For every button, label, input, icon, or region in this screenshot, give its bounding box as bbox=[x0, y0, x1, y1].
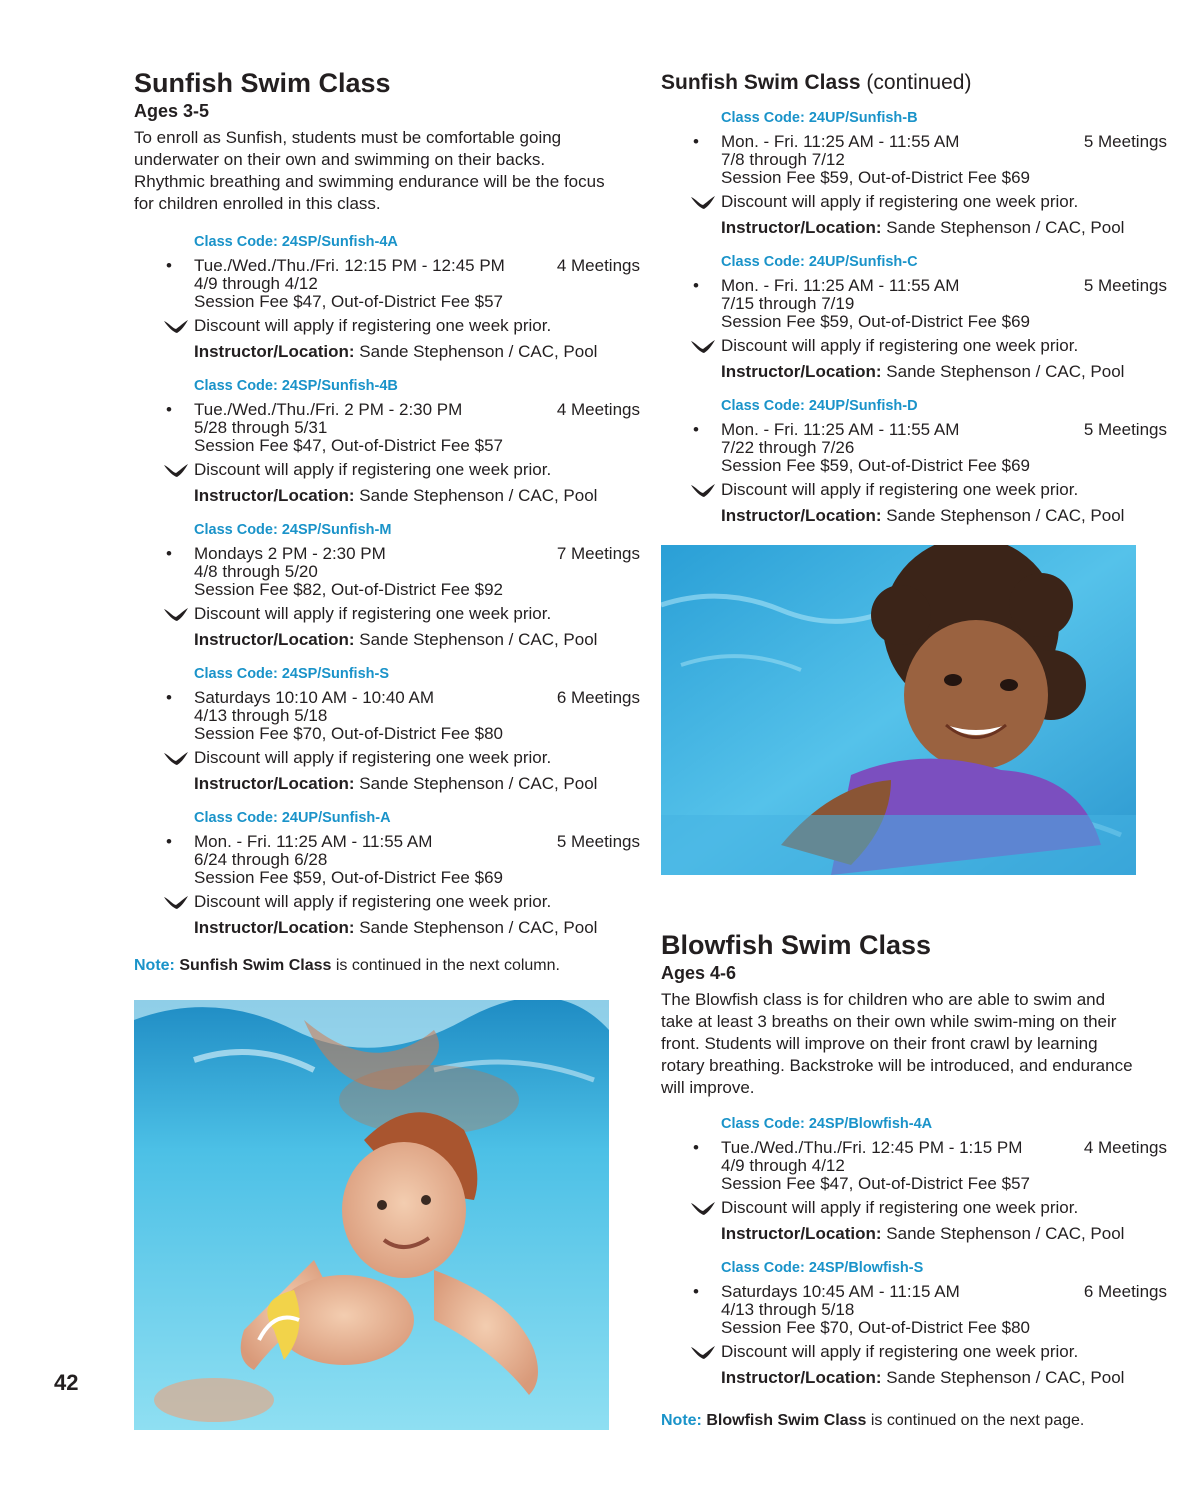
schedule: Mon. - Fri. 11:25 AM - 11:55 AM bbox=[721, 420, 960, 439]
sunfish-continued-title bbox=[661, 70, 1137, 96]
page-number: 42 bbox=[54, 1370, 79, 1395]
instructor: Sande Stephenson / CAC, Pool bbox=[359, 918, 598, 937]
fee: Session Fee $70, Out-of-District Fee $80 bbox=[194, 724, 503, 743]
discount: Discount will apply if registering one week prior. bbox=[721, 1342, 1079, 1361]
bullet-icon: • bbox=[693, 420, 699, 439]
pool-child-photo bbox=[661, 545, 1136, 875]
continued-class-name: Sunfish Swim Class bbox=[661, 71, 861, 94]
schedule-line bbox=[166, 832, 640, 851]
instructor: Sande Stephenson / CAC, Pool bbox=[359, 774, 598, 793]
schedule-line bbox=[166, 400, 640, 419]
continued-word: (continued) bbox=[866, 71, 972, 94]
instructor-label: Instructor/Location: bbox=[721, 506, 882, 525]
bullet-icon: • bbox=[166, 688, 172, 707]
discount-line bbox=[194, 461, 640, 479]
discount-line bbox=[194, 317, 640, 335]
instructor: Sande Stephenson / CAC, Pool bbox=[886, 218, 1125, 237]
bird-icon bbox=[690, 483, 716, 499]
instructor-label: Instructor/Location: bbox=[194, 342, 355, 361]
class-code: Class Code: 24UP/Sunfish-C bbox=[721, 254, 918, 270]
meetings: 5 Meetings bbox=[556, 832, 640, 851]
schedule: Mon. - Fri. 11:25 AM - 11:55 AM bbox=[194, 832, 433, 851]
fee: Session Fee $82, Out-of-District Fee $92 bbox=[194, 580, 503, 599]
schedule-line bbox=[166, 544, 640, 563]
instructor: Sande Stephenson / CAC, Pool bbox=[359, 486, 598, 505]
bird-icon bbox=[690, 1345, 716, 1361]
schedule: Mondays 2 PM - 2:30 PM bbox=[194, 544, 386, 563]
blowfish-note bbox=[661, 1411, 1137, 1431]
bullet-icon: • bbox=[693, 1138, 699, 1157]
schedule-line bbox=[166, 256, 640, 275]
instructor: Sande Stephenson / CAC, Pool bbox=[886, 362, 1125, 381]
fee: Session Fee $59, Out-of-District Fee $69 bbox=[194, 868, 503, 887]
instructor-label: Instructor/Location: bbox=[721, 218, 882, 237]
discount-line bbox=[194, 605, 640, 623]
instructor-label: Instructor/Location: bbox=[721, 1368, 882, 1387]
discount-line bbox=[194, 749, 640, 767]
class-code: Class Code: 24SP/Blowfish-4A bbox=[721, 1116, 933, 1132]
discount: Discount will apply if registering one week prior. bbox=[721, 336, 1079, 355]
sunfish-title: Sunfish Swim Class bbox=[134, 68, 391, 98]
session-block bbox=[166, 665, 640, 793]
dates: 5/28 through 5/31 bbox=[194, 418, 328, 437]
fee: Session Fee $59, Out-of-District Fee $69 bbox=[721, 312, 1030, 331]
class-code: Class Code: 24SP/Sunfish-4B bbox=[194, 378, 398, 394]
instructor-line bbox=[721, 363, 1167, 381]
bullet-icon: • bbox=[166, 256, 172, 275]
discount: Discount will apply if registering one week prior. bbox=[194, 604, 552, 623]
dates: 4/9 through 4/12 bbox=[721, 1156, 845, 1175]
dates: 7/8 through 7/12 bbox=[721, 150, 845, 169]
instructor-line bbox=[721, 1369, 1167, 1387]
class-code: Class Code: 24SP/Sunfish-M bbox=[194, 522, 392, 538]
meetings: 7 Meetings bbox=[556, 544, 640, 563]
bird-icon bbox=[163, 319, 189, 335]
fee: Session Fee $59, Out-of-District Fee $69 bbox=[721, 168, 1030, 187]
class-code: Class Code: 24SP/Sunfish-4A bbox=[194, 234, 398, 250]
bird-icon bbox=[163, 895, 189, 911]
meetings: 5 Meetings bbox=[1083, 132, 1167, 151]
dates: 4/8 through 5/20 bbox=[194, 562, 318, 581]
discount: Discount will apply if registering one week prior. bbox=[194, 460, 552, 479]
schedule: Tue./Wed./Thu./Fri. 12:15 PM - 12:45 PM bbox=[194, 256, 505, 275]
instructor-line bbox=[194, 775, 640, 793]
schedule-line bbox=[693, 132, 1167, 151]
blowfish-title: Blowfish Swim Class bbox=[661, 930, 932, 960]
discount-line bbox=[721, 1199, 1167, 1217]
bird-icon bbox=[163, 463, 189, 479]
session-block bbox=[166, 377, 640, 505]
meetings: 6 Meetings bbox=[1083, 1282, 1167, 1301]
fee: Session Fee $70, Out-of-District Fee $80 bbox=[721, 1318, 1030, 1337]
sunfish-ages: Ages 3-5 bbox=[134, 101, 210, 121]
schedule-line bbox=[693, 1282, 1167, 1301]
schedule: Tue./Wed./Thu./Fri. 12:45 PM - 1:15 PM bbox=[721, 1138, 1023, 1157]
dates: 4/13 through 5/18 bbox=[194, 706, 328, 725]
meetings: 5 Meetings bbox=[1083, 420, 1167, 439]
bullet-icon: • bbox=[693, 132, 699, 151]
discount: Discount will apply if registering one week prior. bbox=[194, 316, 552, 335]
meetings: 4 Meetings bbox=[1083, 1138, 1167, 1157]
schedule-line bbox=[693, 420, 1167, 439]
instructor-line bbox=[194, 919, 640, 937]
note-class-name: Sunfish Swim Class bbox=[179, 957, 332, 974]
bullet-icon: • bbox=[166, 544, 172, 563]
instructor-line bbox=[721, 219, 1167, 237]
session-block bbox=[693, 1259, 1167, 1387]
instructor-line bbox=[194, 487, 640, 505]
sunfish-note bbox=[134, 956, 610, 976]
dates: 6/24 through 6/28 bbox=[194, 850, 328, 869]
session-block bbox=[166, 521, 640, 649]
class-code: Class Code: 24SP/Sunfish-S bbox=[194, 666, 389, 682]
blowfish-description: The Blowfish class is for children who are able to swim and take at least 3 breaths on their own while swim-ming on their front. Students will improve on their front crawl by learning rotary breathing. Backstroke will be introduced, and endurance will improve. bbox=[661, 990, 1133, 1097]
schedule-line bbox=[693, 1138, 1167, 1157]
schedule-line bbox=[166, 688, 640, 707]
schedule: Mon. - Fri. 11:25 AM - 11:55 AM bbox=[721, 276, 960, 295]
instructor: Sande Stephenson / CAC, Pool bbox=[359, 342, 598, 361]
instructor-line bbox=[194, 343, 640, 361]
dates: 7/22 through 7/26 bbox=[721, 438, 855, 457]
note-label: Note: bbox=[661, 1412, 702, 1429]
note-class-name: Blowfish Swim Class bbox=[706, 1412, 867, 1429]
instructor-label: Instructor/Location: bbox=[194, 774, 355, 793]
meetings: 4 Meetings bbox=[556, 256, 640, 275]
meetings: 6 Meetings bbox=[556, 688, 640, 707]
instructor-line bbox=[721, 507, 1167, 525]
note-text: is continued in the next column. bbox=[331, 957, 560, 974]
underwater-child-photo bbox=[134, 1000, 609, 1430]
session-block bbox=[693, 1115, 1167, 1243]
instructor-line bbox=[721, 1225, 1167, 1243]
blowfish-intro bbox=[661, 930, 1137, 1099]
instructor-label: Instructor/Location: bbox=[194, 486, 355, 505]
discount-line bbox=[721, 481, 1167, 499]
instructor-line bbox=[194, 631, 640, 649]
meetings: 4 Meetings bbox=[556, 400, 640, 419]
discount: Discount will apply if registering one week prior. bbox=[194, 892, 552, 911]
instructor-label: Instructor/Location: bbox=[194, 918, 355, 937]
bird-icon bbox=[690, 195, 716, 211]
class-code: Class Code: 24UP/Sunfish-A bbox=[194, 810, 391, 826]
instructor: Sande Stephenson / CAC, Pool bbox=[886, 1224, 1125, 1243]
schedule: Saturdays 10:45 AM - 11:15 AM bbox=[721, 1282, 960, 1301]
session-block bbox=[693, 109, 1167, 237]
discount-line bbox=[721, 1343, 1167, 1361]
discount: Discount will apply if registering one week prior. bbox=[721, 1198, 1079, 1217]
class-code: Class Code: 24UP/Sunfish-B bbox=[721, 110, 918, 126]
discount: Discount will apply if registering one week prior. bbox=[721, 480, 1079, 499]
bullet-icon: • bbox=[693, 1282, 699, 1301]
class-code: Class Code: 24SP/Blowfish-S bbox=[721, 1260, 924, 1276]
fee: Session Fee $47, Out-of-District Fee $57 bbox=[721, 1174, 1030, 1193]
session-block bbox=[166, 809, 640, 937]
bullet-icon: • bbox=[166, 400, 172, 419]
session-block bbox=[693, 397, 1167, 525]
bird-icon bbox=[163, 751, 189, 767]
discount-line bbox=[721, 337, 1167, 355]
session-block bbox=[693, 253, 1167, 381]
schedule: Mon. - Fri. 11:25 AM - 11:55 AM bbox=[721, 132, 960, 151]
class-code: Class Code: 24UP/Sunfish-D bbox=[721, 398, 918, 414]
schedule: Tue./Wed./Thu./Fri. 2 PM - 2:30 PM bbox=[194, 400, 463, 419]
bird-icon bbox=[690, 1201, 716, 1217]
bullet-icon: • bbox=[693, 276, 699, 295]
sunfish-intro bbox=[134, 68, 610, 215]
meetings: 5 Meetings bbox=[1083, 276, 1167, 295]
bullet-icon: • bbox=[166, 832, 172, 851]
dates: 7/15 through 7/19 bbox=[721, 294, 855, 313]
instructor: Sande Stephenson / CAC, Pool bbox=[359, 630, 598, 649]
bird-icon bbox=[690, 339, 716, 355]
dates: 4/9 through 4/12 bbox=[194, 274, 318, 293]
instructor-label: Instructor/Location: bbox=[721, 362, 882, 381]
fee: Session Fee $47, Out-of-District Fee $57 bbox=[194, 436, 503, 455]
discount-line bbox=[194, 893, 640, 911]
instructor: Sande Stephenson / CAC, Pool bbox=[886, 1368, 1125, 1387]
note-label: Note: bbox=[134, 957, 175, 974]
discount: Discount will apply if registering one week prior. bbox=[721, 192, 1079, 211]
sunfish-description: To enroll as Sunfish, students must be comfortable going underwater on their own and swimming on their backs. Rhythmic breathing and swimming endurance will be the focus for children enrolled in this class. bbox=[134, 128, 605, 213]
instructor-label: Instructor/Location: bbox=[721, 1224, 882, 1243]
bird-icon bbox=[163, 607, 189, 623]
discount-line bbox=[721, 193, 1167, 211]
schedule: Saturdays 10:10 AM - 10:40 AM bbox=[194, 688, 435, 707]
instructor: Sande Stephenson / CAC, Pool bbox=[886, 506, 1125, 525]
schedule-line bbox=[693, 276, 1167, 295]
note-text: is continued on the next page. bbox=[866, 1412, 1085, 1429]
session-block bbox=[166, 233, 640, 361]
instructor-label: Instructor/Location: bbox=[194, 630, 355, 649]
fee: Session Fee $59, Out-of-District Fee $69 bbox=[721, 456, 1030, 475]
dates: 4/13 through 5/18 bbox=[721, 1300, 855, 1319]
fee: Session Fee $47, Out-of-District Fee $57 bbox=[194, 292, 503, 311]
blowfish-ages: Ages 4-6 bbox=[661, 963, 737, 983]
discount: Discount will apply if registering one week prior. bbox=[194, 748, 552, 767]
